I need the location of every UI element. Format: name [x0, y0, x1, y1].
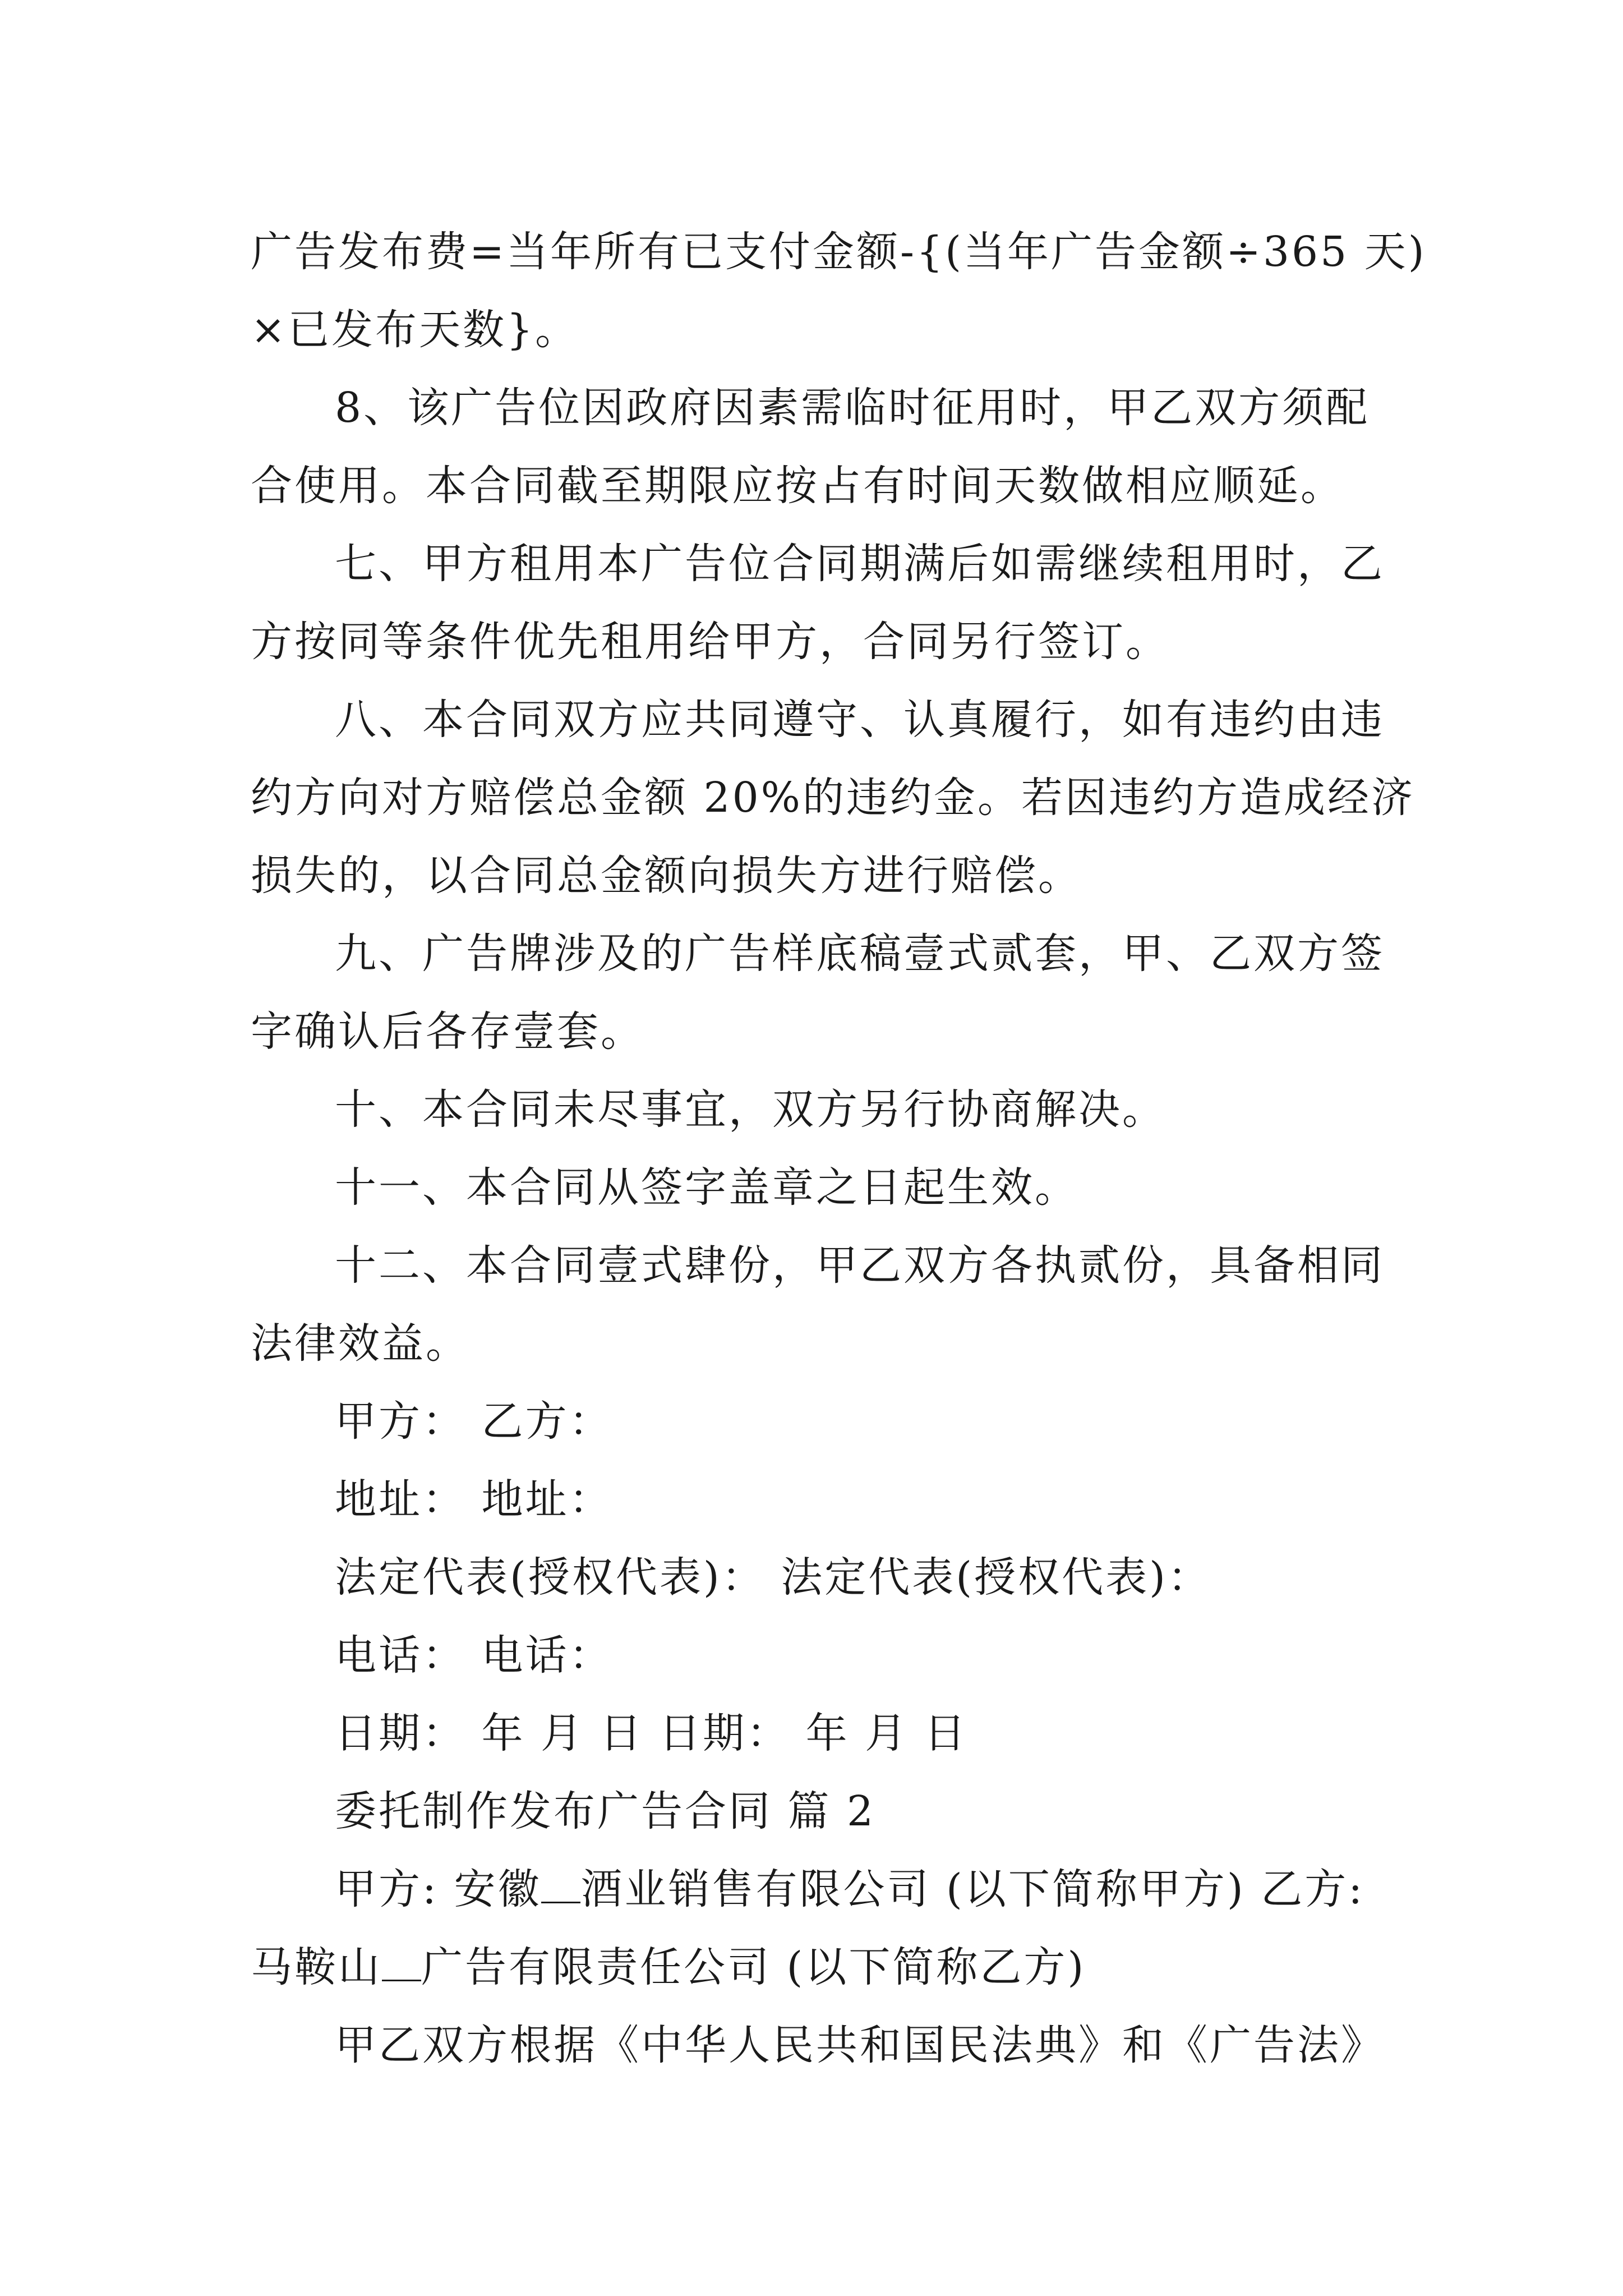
party-a-blank [541, 1867, 580, 1903]
party-a-prefix: 甲方: 安徽 [335, 1865, 542, 1913]
party-b-line [251, 1929, 1389, 2007]
clause-8b-line-1: 八、本合同双方应共同遵守、认真履行，如有违约由违 [335, 696, 1385, 744]
document-page [251, 213, 1427, 2085]
clause-7-line-2: 方按同等条件优先租用给甲方，合同另行签订。 [251, 618, 1169, 666]
party-a-suffix: 酒业销售有限公司 (以下简称甲方) 乙方: [580, 1865, 1365, 1913]
clause-9-line-1: 九、广告牌涉及的广告样底稿壹式贰套，甲、乙双方签 [335, 930, 1385, 978]
signature-parties: 甲方： 乙方： [335, 1397, 613, 1446]
clause-9-line-2: 字确认后各存壹套。 [251, 1007, 644, 1056]
text-line-1: 广告发布费=当年所有已支付金额-{(当年广告金额÷365 天) [251, 228, 1427, 276]
party-b-blank [382, 1945, 421, 1981]
party-a-line [251, 1851, 1389, 1929]
section-heading-2: 委托制作发布广告合同 篇 2 [335, 1787, 876, 1835]
clause-12-line-2: 法律效益。 [251, 1319, 469, 1368]
signature-phone: 电话： 电话： [335, 1631, 613, 1680]
signature-address: 地址： 地址： [335, 1475, 613, 1524]
clause-7-line-1: 七、甲方租用本广告位合同期满后如需继续租用时，乙 [335, 540, 1385, 588]
signature-date: 日期： 年 月 日 日期： 年 月 日 [335, 1709, 968, 1757]
party-b-suffix: 广告有限责任公司 (以下简称乙方) [421, 1943, 1086, 1991]
clause-8b-line-3: 损失的，以合同总金额向损失方进行赔偿。 [251, 852, 1082, 900]
party-b-prefix: 马鞍山 [251, 1943, 382, 1991]
clause-8b-line-2: 约方向对方赔偿总金额 20%的违约金。若因违约方造成经济 [251, 774, 1415, 822]
text-line-2: ×已发布天数}。 [251, 306, 579, 354]
contract-basis-line: 甲乙双方根据《中华人民共和国民法典》和《广告法》 [335, 2021, 1385, 2069]
clause-11-line: 十一、本合同从签字盖章之日起生效。 [335, 1163, 1078, 1212]
clause-8-line-2: 合使用。本合同截至期限应按占有时间天数做相应顺延。 [251, 462, 1344, 510]
clause-12-line-1: 十二、本合同壹式肆份，甲乙双方各执贰份，具备相同 [335, 1241, 1385, 1290]
clause-10-line: 十、本合同未尽事宜，双方另行协商解决。 [335, 1085, 1166, 1134]
clause-8-line-1: 8、该广告位因政府因素需临时征用时，甲乙双方须配 [335, 384, 1370, 432]
signature-representative: 法定代表(授权代表)： 法定代表(授权代表)： [335, 1553, 1212, 1602]
